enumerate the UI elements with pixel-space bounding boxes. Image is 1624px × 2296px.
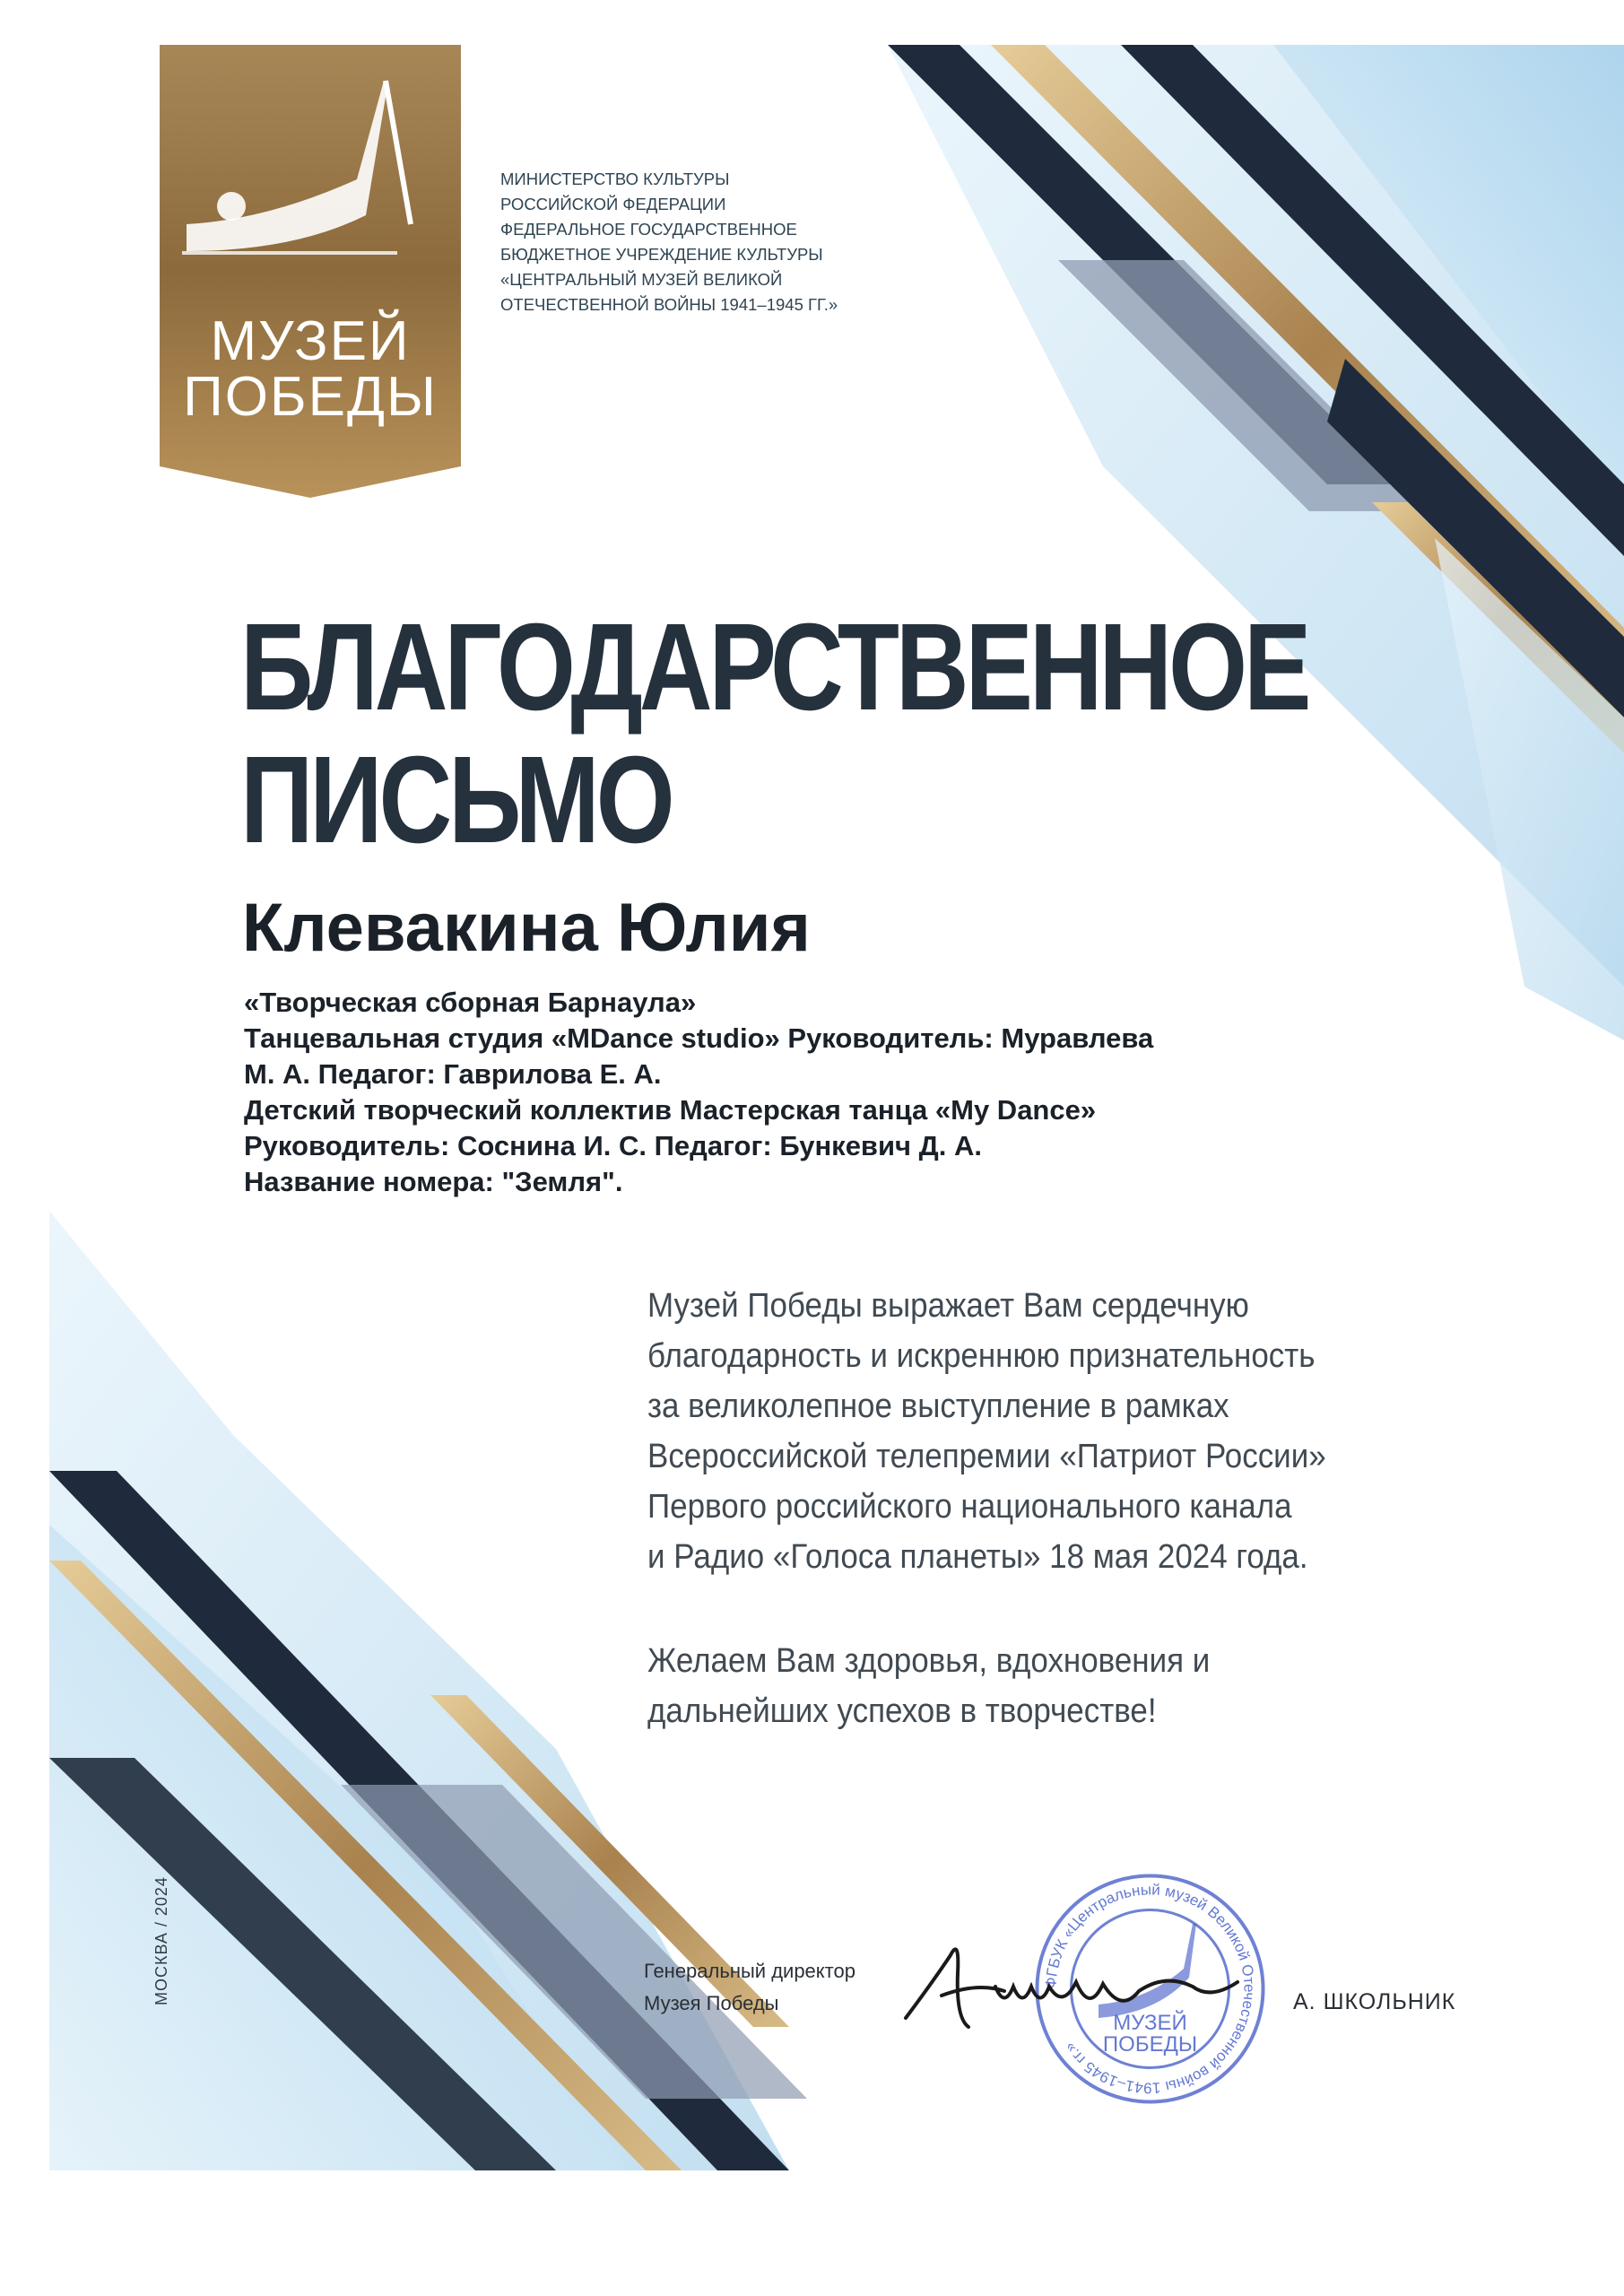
stamp-center-line1: МУЗЕЙ: [1113, 2011, 1187, 2035]
stamp-ring-text: ФГБУК «Центральный музей Великой Отечественной войны 1941–1945 гг.»: [1042, 1881, 1258, 2097]
details-line: Руководитель: Соснина И. С. Педагог: Бункевич Д. А.: [244, 1130, 982, 1161]
message-line: Музей Победы выражает Вам сердечную: [647, 1287, 1249, 1325]
title-line1: БЛАГОДАРСТВЕННОЕ: [240, 598, 1308, 736]
city-year-footer: МОСКВА / 2024: [152, 1876, 170, 2005]
signatory-name: А. ШКОЛЬНИК: [1293, 1989, 1456, 2014]
message-line: благодарность и искреннюю признательность: [647, 1337, 1316, 1375]
message-line: Всероссийской телепремии «Патриот России»: [647, 1438, 1326, 1475]
org-line: ОТЕЧЕСТВЕННОЙ ВОЙНЫ 1941–1945 ГГ.»: [500, 295, 838, 314]
details-line: Детский творческий коллектив Мастерская танца «My Dance»: [244, 1094, 1097, 1126]
message-line: и Радио «Голоса планеты» 18 мая 2024 года.: [647, 1538, 1308, 1576]
handwritten-signature: [897, 1919, 1273, 2054]
wish-line: Желаем Вам здоровья, вдохновения и: [647, 1642, 1211, 1680]
document-title: [240, 598, 1308, 869]
title-line2: ПИСЬМО: [240, 731, 672, 869]
signatory-position: [644, 1955, 855, 2020]
museum-logo: [160, 45, 461, 498]
org-line: МИНИСТЕРСТВО КУЛЬТУРЫ: [500, 170, 730, 188]
wish-line: дальнейших успехов в творчестве!: [647, 1692, 1157, 1730]
details-line: «Творческая сборная Барнаула»: [244, 987, 697, 1018]
recipient-name: Клевакина Юлия: [242, 890, 811, 966]
signatory-position-line1: Генеральный директор: [644, 1960, 855, 1982]
wishes: [647, 1636, 1431, 1736]
message-line: за великолепное выступление в рамках: [647, 1387, 1229, 1425]
logo-text-line2: ПОБЕДЫ: [183, 366, 438, 428]
org-line: РОССИЙСКОЙ ФЕДЕРАЦИИ: [500, 195, 726, 213]
details-line: М. А. Педагог: Гаврилова Е. А.: [244, 1058, 662, 1090]
signatory-position-line2: Музея Победы: [644, 1992, 779, 2014]
details-line: Название номера: "Земля".: [244, 1166, 623, 1197]
message-line: Первого российского национального канала: [647, 1488, 1292, 1526]
stamp-center-line2: ПОБЕДЫ: [1102, 2032, 1198, 2057]
org-line: БЮДЖЕТНОЕ УЧРЕЖДЕНИЕ КУЛЬТУРЫ: [500, 245, 823, 264]
organization-header: [500, 167, 931, 317]
logo-text-line1: МУЗЕЙ: [210, 310, 411, 372]
details-line: Танцевальная студия «MDance studio» Руководитель: Муравлева: [244, 1022, 1154, 1054]
gratitude-message: [647, 1281, 1431, 1582]
org-line: «ЦЕНТРАЛЬНЫЙ МУЗЕЙ ВЕЛИКОЙ: [500, 270, 783, 289]
org-line: ФЕДЕРАЛЬНОЕ ГОСУДАРСТВЕННОЕ: [500, 220, 797, 239]
recipient-details: [244, 985, 1392, 1200]
